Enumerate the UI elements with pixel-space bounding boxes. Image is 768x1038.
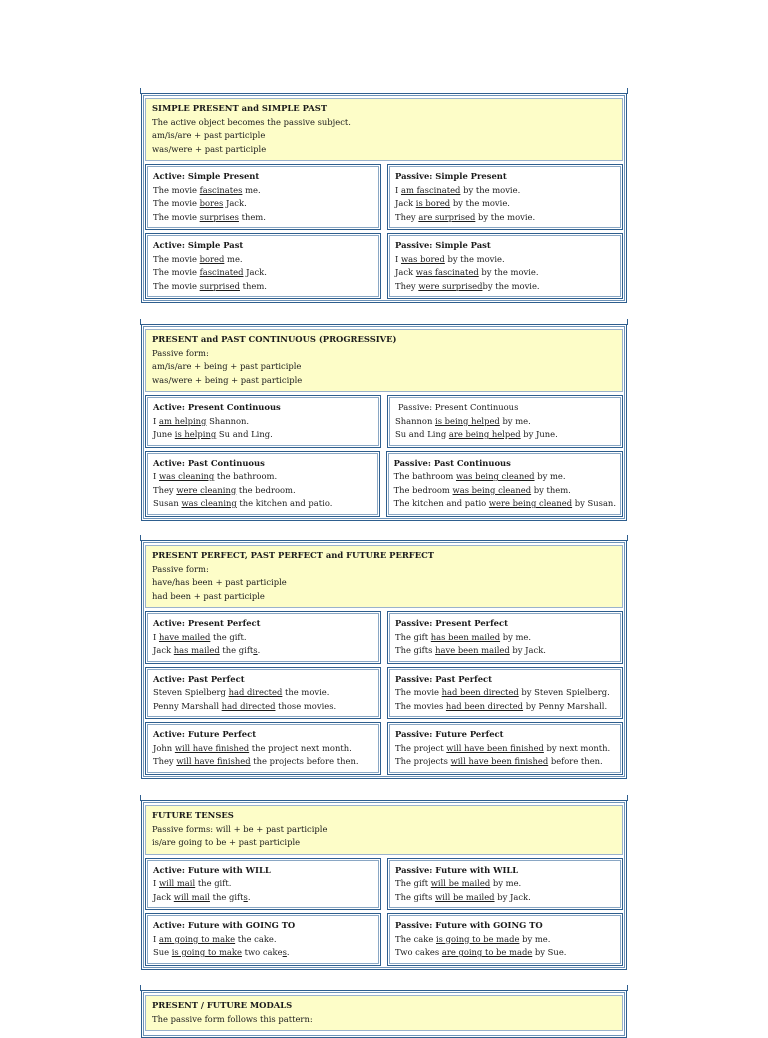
example-title: Active: Past Perfect [153, 673, 245, 684]
passive-example-cell [387, 164, 623, 230]
example-row [145, 164, 623, 230]
verb-phrase: am going to make [158, 933, 236, 944]
verb-phrase: s [253, 645, 258, 655]
example-title: Active: Present Continuous [153, 402, 281, 412]
example-sentence [153, 631, 374, 645]
sentence-text: by the movie. [444, 253, 505, 264]
sentence-text: I [153, 878, 159, 888]
verb-phrase: were being cleaned [488, 498, 573, 508]
example-title: Passive: Past Continuous [393, 457, 511, 468]
verb-phrase: have been mailed [435, 645, 510, 655]
passive-example-cell [387, 233, 623, 299]
example-sentence [153, 266, 374, 280]
active-example-cell [145, 611, 381, 664]
sentence-text: They [153, 484, 177, 495]
sentence-text: I [153, 631, 159, 642]
sentence-text: by Penny Marshall. [523, 700, 608, 711]
sentence-text: by the movie. [450, 198, 510, 208]
section-header [145, 545, 623, 608]
sentence-text: John [153, 742, 175, 753]
sentence-text: them. [238, 211, 266, 222]
example-row [145, 667, 623, 720]
verb-phrase: are going to be made [441, 947, 533, 957]
example-row [145, 611, 623, 664]
sentence-text: the project next month. [249, 742, 352, 753]
sentence-text: The gift [395, 631, 431, 642]
sentence-text: The movie [153, 267, 200, 277]
verb-phrase: am helping [158, 415, 207, 426]
sentence-text: Penny Marshall [153, 700, 222, 711]
verb-phrase: bores [199, 198, 224, 208]
active-example-cell [145, 451, 380, 517]
verb-phrase: will mail [158, 878, 196, 888]
example-title: Passive: Simple Present [395, 171, 507, 181]
sentence-text: June [153, 429, 175, 439]
section-rule-line: The active object becomes the passive subject. [152, 116, 351, 127]
sentence-text: by me. [490, 878, 522, 888]
example-sentence [153, 877, 374, 891]
verb-phrase: had been directed [441, 687, 519, 697]
example-sentence [153, 211, 374, 225]
sentence-text: I [153, 471, 159, 481]
section-title: FUTURE TENSES [152, 810, 234, 820]
section-rule-line: was/were + past participle [152, 143, 267, 154]
example-sentence [153, 415, 374, 429]
example-sentence [153, 484, 373, 498]
sentence-text: by me. [534, 471, 566, 481]
example-sentence [153, 644, 374, 658]
grammar-section [141, 93, 627, 303]
section-title: SIMPLE PRESENT and SIMPLE PAST [152, 103, 328, 113]
sentence-text: the gift [219, 645, 254, 655]
section-rule-line: had been + past participle [152, 590, 265, 601]
sentence-text: by Susan. [572, 498, 616, 508]
sentence-text: The bathroom [393, 471, 456, 481]
example-title: Active: Past Continuous [153, 457, 265, 468]
sentence-text: by June. [520, 429, 558, 439]
example-sentence [153, 891, 374, 905]
example-sentence [395, 253, 616, 267]
sentence-text: . [286, 947, 290, 957]
sentence-text: by the movie. [482, 280, 540, 291]
sentence-text: the gift. [210, 631, 247, 642]
example-sentence [394, 470, 616, 484]
section-rule-line: am/is/are + past participle [152, 130, 266, 140]
verb-phrase: is going to be made [435, 933, 520, 944]
example-title: Active: Simple Past [153, 240, 244, 250]
passive-example-cell [387, 858, 623, 911]
active-example-cell [145, 395, 381, 448]
section-rule-line: am/is/are + being + past participle [152, 361, 302, 371]
example-sentence [153, 755, 374, 769]
section-rule-line: Passive forms: will + be + past participle [152, 823, 328, 834]
verb-phrase: have mailed [158, 631, 211, 642]
verb-phrase: has mailed [173, 645, 220, 655]
section-header [145, 805, 623, 855]
example-sentence [395, 877, 616, 891]
example-sentence [395, 891, 616, 905]
active-example-cell [145, 164, 381, 230]
example-sentence [153, 184, 374, 198]
sentence-text: by Sue. [532, 947, 567, 957]
sentence-text: The gift [395, 878, 431, 888]
sentence-text: the bathroom. [214, 471, 278, 481]
example-sentence [153, 470, 373, 484]
sentence-text: The bedroom [393, 484, 453, 495]
sentence-text: I [395, 253, 401, 264]
section-rule-line: is/are going to be + past participle [152, 837, 301, 847]
sentence-text: by the movie. [475, 211, 536, 222]
example-title: Active: Future with WILL [153, 864, 271, 875]
sentence-text: them. [239, 280, 267, 291]
section-header [145, 329, 623, 392]
example-sentence [395, 266, 616, 280]
grammar-section [141, 800, 627, 970]
example-row [145, 451, 623, 517]
verb-phrase: s [282, 947, 287, 957]
section-rule-line: was/were + being + past participle [152, 374, 303, 385]
grammar-section [141, 540, 627, 779]
sentence-text: Two cakes [395, 947, 442, 957]
example-row [145, 395, 623, 448]
example-sentence [153, 428, 374, 442]
example-sentence [395, 631, 616, 645]
section-header [145, 995, 623, 1031]
sentence-text: . [257, 645, 261, 655]
verb-phrase: was bored [400, 253, 445, 264]
verb-phrase: surprised [199, 280, 240, 291]
example-sentence [395, 644, 616, 658]
sentence-text: Susan [153, 498, 182, 508]
verb-phrase: will have finished [176, 756, 251, 766]
passive-example-cell [387, 722, 623, 775]
sentence-text: the cake. [235, 933, 277, 944]
section-rule-line: Passive form: [152, 563, 209, 574]
sentence-text: the bedroom. [236, 484, 296, 495]
sentence-text: two cake [241, 947, 283, 957]
example-sentence [395, 415, 616, 429]
example-title: Active: Future with GOING TO [153, 920, 296, 930]
sentence-text: the gift. [195, 878, 232, 888]
sentence-text: The movie [153, 211, 200, 222]
sentence-text: Su and Ling [395, 429, 449, 439]
sentence-text: Jack. [223, 198, 247, 208]
sentence-text: the projects before then. [250, 756, 359, 766]
sentence-text: Sue [153, 947, 172, 957]
active-example-cell [145, 722, 381, 775]
section-rule-line: Passive form: [152, 347, 209, 358]
verb-phrase: is going to make [171, 947, 242, 957]
sentence-text: me. [224, 253, 243, 264]
sentence-text: The projects [395, 756, 451, 766]
verb-phrase: was being cleaned [455, 471, 535, 481]
active-example-cell [145, 858, 381, 911]
example-title: Passive: Future Perfect [395, 729, 504, 739]
verb-phrase: is bored [415, 198, 451, 208]
sentence-text: by me. [519, 933, 551, 944]
example-sentence [153, 280, 374, 294]
passive-example-cell [387, 395, 623, 448]
sentence-text: Su and Ling. [216, 429, 273, 439]
example-sentence [395, 184, 616, 198]
verb-phrase: were cleaning [176, 484, 237, 495]
verb-phrase: had directed [228, 687, 283, 697]
sentence-text: The movie [395, 687, 442, 697]
active-example-cell [145, 913, 381, 966]
sentence-text: The gifts [395, 891, 436, 902]
sentence-text: Shannon. [206, 415, 250, 426]
example-sentence [395, 197, 616, 211]
active-example-cell [145, 667, 381, 720]
sentence-text: by the movie. [460, 184, 521, 195]
example-sentence [153, 497, 373, 511]
sentence-text: I [153, 933, 159, 944]
passive-example-cell [386, 451, 623, 517]
example-title: Passive: Present Perfect [395, 618, 508, 628]
example-title: Passive: Simple Past [395, 240, 491, 250]
sentence-text: Jack [395, 198, 416, 208]
section-title: PRESENT / FUTURE MODALS [152, 1000, 293, 1010]
example-title: Passive: Future with GOING TO [395, 920, 543, 930]
example-title: Active: Future Perfect [153, 729, 257, 739]
sentence-text: before then. [548, 756, 603, 766]
verb-phrase: was cleaning [158, 471, 215, 481]
verb-phrase: was fascinated [415, 267, 479, 277]
grammar-section [141, 990, 627, 1038]
example-sentence [395, 280, 616, 294]
passive-example-cell [387, 913, 623, 966]
example-row [145, 233, 623, 299]
sentence-text: by Jack. [494, 891, 531, 902]
verb-phrase: had been directed [445, 700, 524, 711]
example-sentence [395, 755, 616, 769]
example-sentence [153, 742, 374, 756]
example-sentence [394, 497, 616, 511]
section-header [145, 98, 623, 161]
example-sentence [395, 742, 616, 756]
verb-phrase: fascinates [199, 184, 243, 195]
sentence-text: Jack. [243, 267, 267, 277]
sentence-text: Jack [153, 891, 174, 902]
section-rule-line: The passive form follows this pattern: [152, 1013, 313, 1024]
section-rule-line: have/has been + past participle [152, 577, 287, 587]
sentence-text: by Steven Spielberg. [518, 687, 610, 697]
sentence-text: the kitchen and patio. [236, 498, 333, 508]
verb-phrase: will have finished [174, 742, 250, 753]
example-row [145, 722, 623, 775]
verb-phrase: has been mailed [430, 631, 501, 642]
active-example-cell [145, 233, 381, 299]
sentence-text: those movies. [275, 700, 337, 711]
example-sentence [153, 946, 374, 960]
verb-phrase: was being cleaned [452, 484, 532, 495]
sentence-text: the gift [209, 891, 244, 902]
verb-phrase: are being helped [448, 429, 521, 439]
sentence-text: The kitchen and patio [393, 498, 489, 508]
verb-phrase: will be mailed [435, 891, 495, 902]
verb-phrase: surprises [199, 211, 239, 222]
example-sentence [395, 686, 616, 700]
verb-phrase: am fascinated [400, 184, 461, 195]
example-sentence [395, 211, 616, 225]
example-sentence [395, 946, 616, 960]
example-sentence [153, 253, 374, 267]
sentence-text: Shannon [395, 415, 436, 426]
verb-phrase: will be mailed [430, 878, 491, 888]
example-title: Passive: Past Perfect [395, 673, 493, 684]
example-sentence [394, 484, 616, 498]
sentence-text: The cake [395, 933, 436, 944]
section-title: PRESENT PERFECT, PAST PERFECT and FUTURE PERFECT [152, 550, 435, 560]
sentence-text: by me. [500, 631, 532, 642]
sentence-text: They [153, 756, 177, 766]
verb-phrase: is helping [174, 429, 217, 439]
example-sentence [153, 686, 374, 700]
verb-phrase: fascinated [199, 267, 244, 277]
example-row [145, 913, 623, 966]
sentence-text: Steven Spielberg [153, 687, 229, 697]
sentence-text: by them. [531, 484, 571, 495]
sentence-text: by me. [499, 415, 531, 426]
grammar-section [141, 324, 627, 521]
sentence-text: I [153, 415, 159, 426]
example-sentence [153, 197, 374, 211]
example-sentence [395, 428, 616, 442]
section-title: PRESENT and PAST CONTINUOUS (PROGRESSIVE) [152, 334, 397, 344]
sentence-text: The movies [395, 700, 446, 711]
verb-phrase: are surprised [418, 211, 476, 222]
verb-phrase: is being helped [435, 415, 500, 426]
example-title: Active: Simple Present [153, 171, 260, 181]
sentence-text: The movie [153, 184, 200, 195]
sentence-text: The gifts [395, 645, 436, 655]
sentence-text: the movie. [282, 687, 330, 697]
example-sentence [395, 700, 616, 714]
verb-phrase: was cleaning [181, 498, 237, 508]
sentence-text: The movie [153, 280, 200, 291]
example-row [145, 858, 623, 911]
passive-example-cell [387, 667, 623, 720]
sentence-text: Jack [153, 645, 174, 655]
example-sentence [153, 700, 374, 714]
verb-phrase: will have been finished [446, 742, 544, 753]
sentence-text: by next month. [543, 742, 611, 753]
sentence-text: They [395, 211, 419, 222]
verb-phrase: s [243, 891, 248, 902]
sentence-text: by the movie. [478, 267, 539, 277]
example-title: Passive: Present Continuous [398, 402, 519, 412]
example-sentence [395, 933, 616, 947]
verb-phrase: will mail [173, 891, 210, 902]
example-sentence [153, 933, 374, 947]
sentence-text: They [395, 280, 419, 291]
verb-phrase: had directed [221, 700, 276, 711]
sentence-text: The movie [153, 253, 200, 264]
sentence-text: by Jack. [509, 645, 546, 655]
verb-phrase: bored [199, 253, 225, 264]
sentence-text: I [395, 184, 401, 195]
passive-example-cell [387, 611, 623, 664]
example-title: Passive: Future with WILL [395, 864, 519, 875]
verb-phrase: were surprised [418, 280, 483, 291]
sentence-text: Jack [395, 267, 416, 277]
sentence-text: The movie [153, 198, 200, 208]
example-title: Active: Present Perfect [153, 618, 261, 628]
verb-phrase: will have been finished [450, 756, 549, 766]
sentence-text: . [247, 891, 251, 902]
sentence-text: me. [242, 184, 261, 195]
sentence-text: The project [395, 742, 447, 753]
